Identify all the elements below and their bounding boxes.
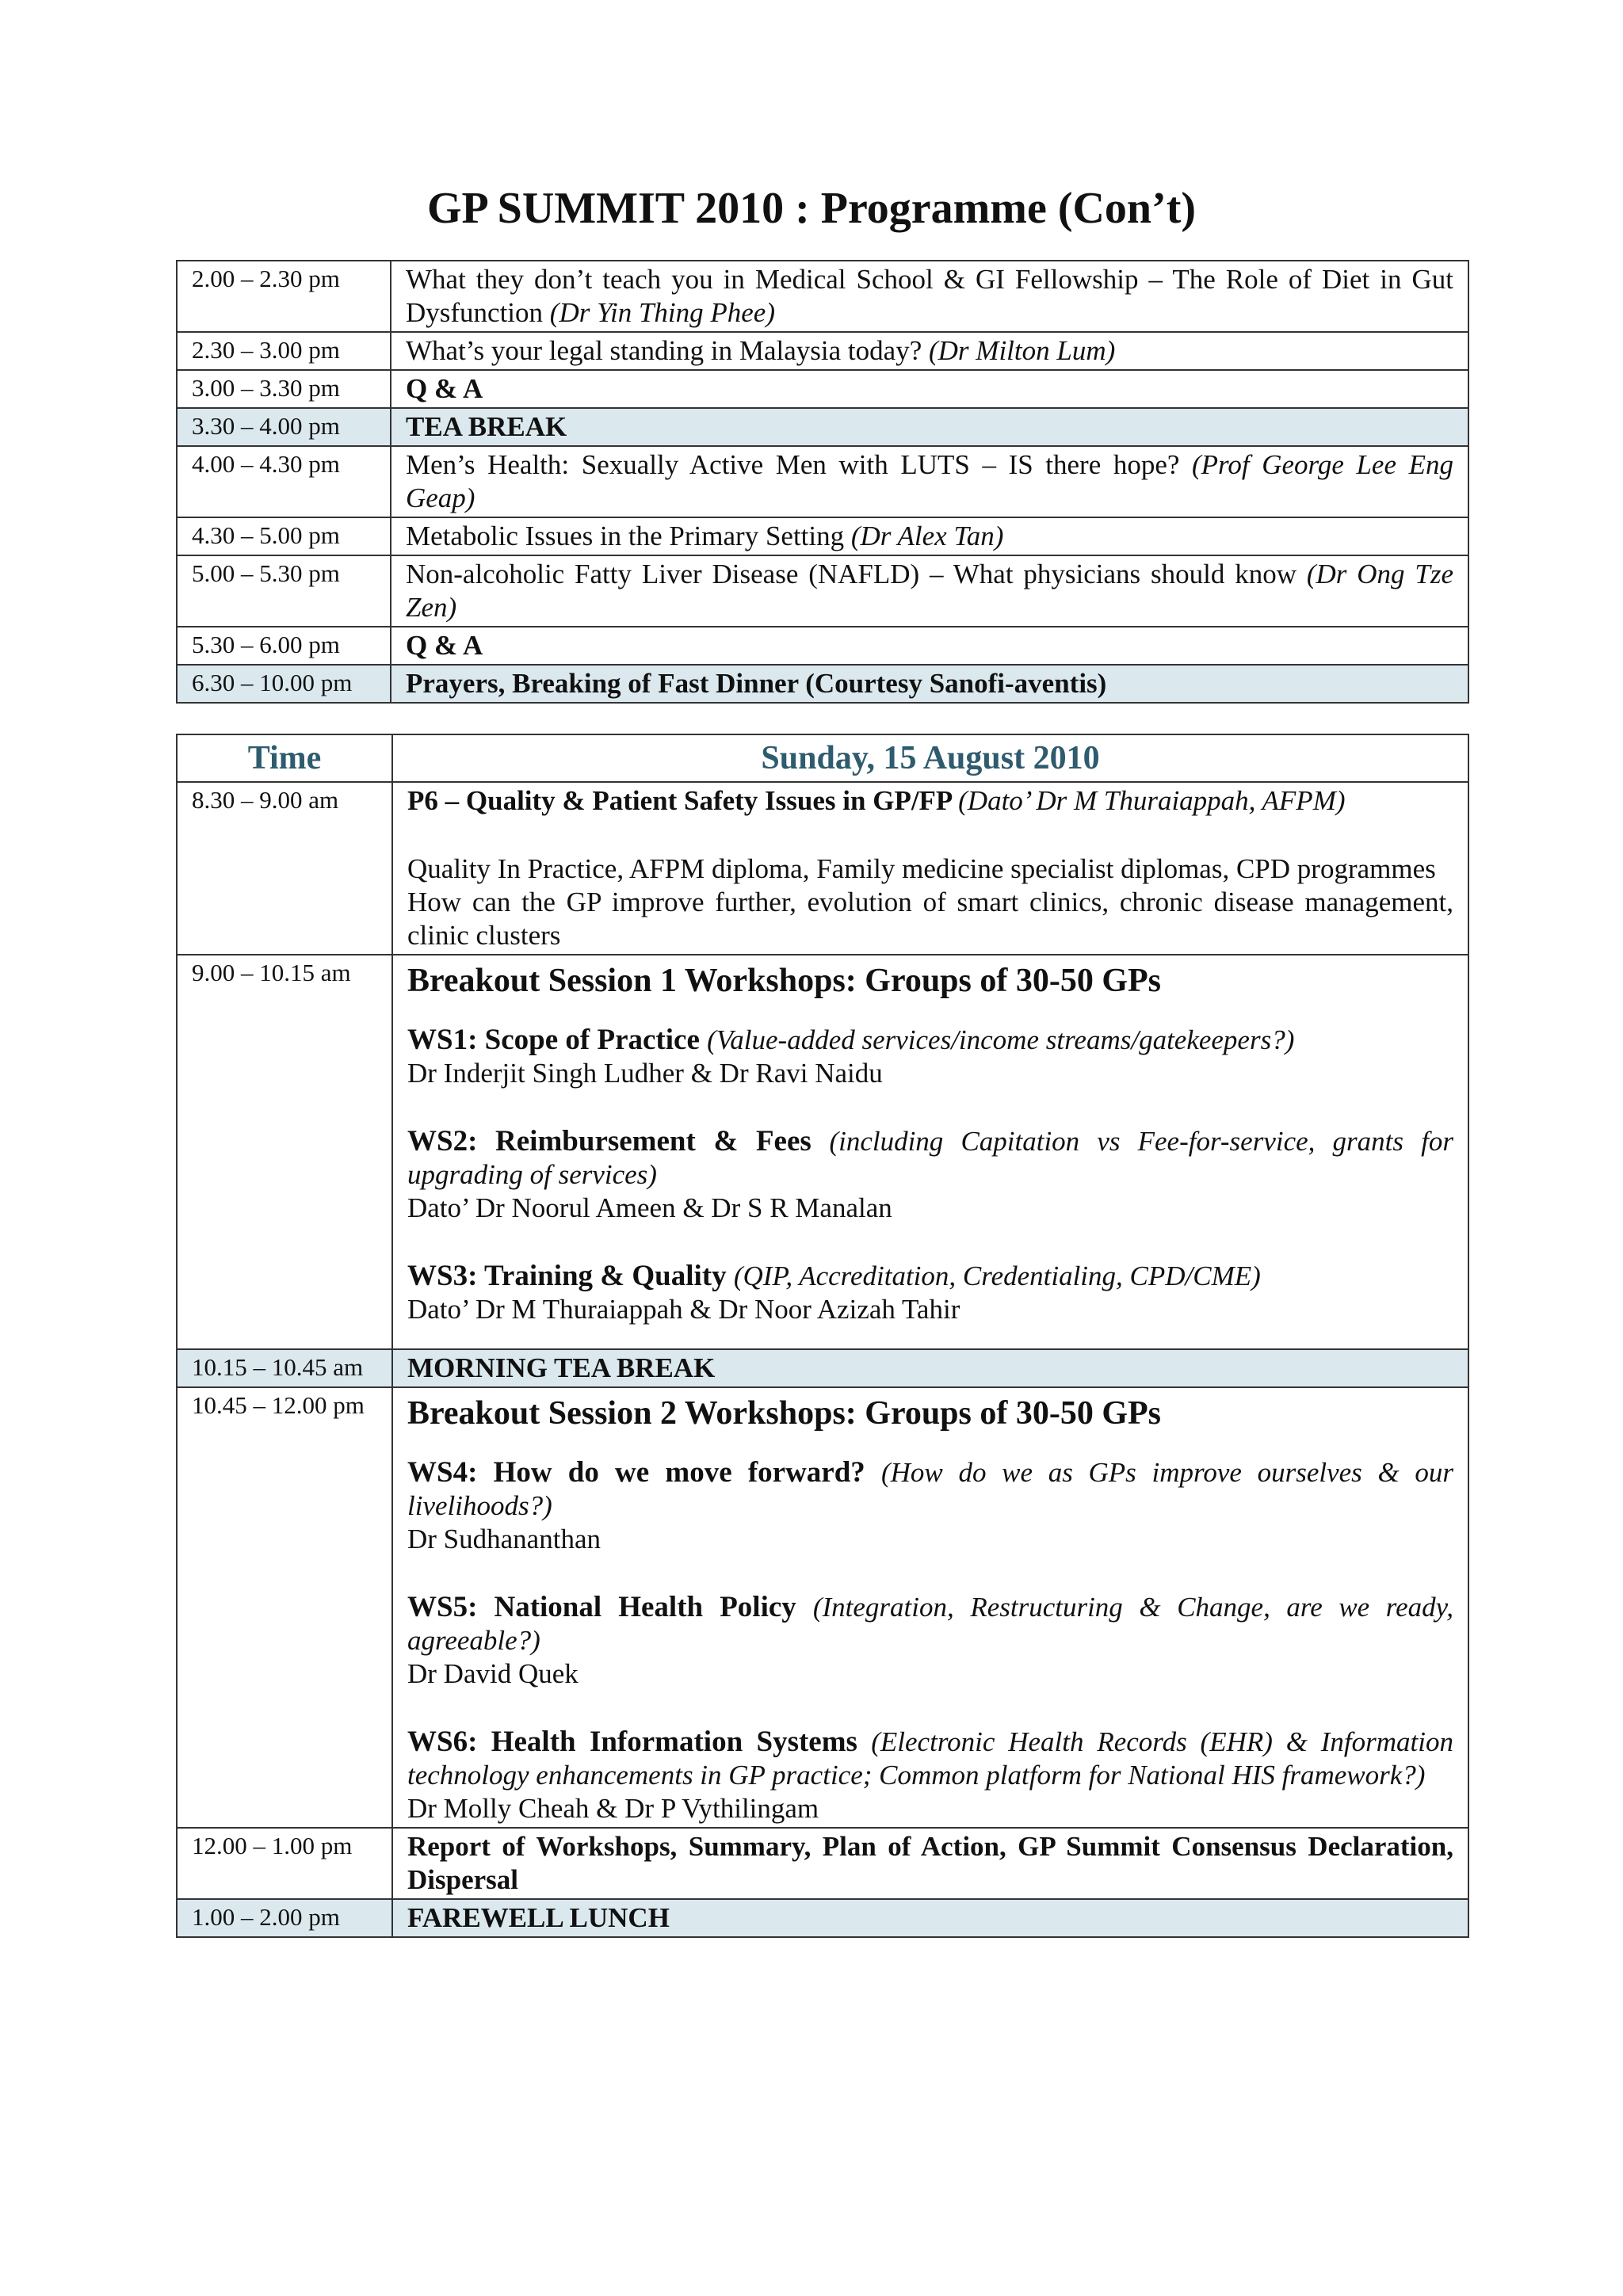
time-cell: 5.00 – 5.30 pm [177, 555, 391, 627]
table-row [177, 782, 1468, 955]
time-cell: 4.30 – 5.00 pm [177, 517, 391, 555]
workshop-item [407, 1591, 1453, 1657]
table-row [177, 261, 1468, 332]
workshop-title: WS6: Health Information Systems [407, 1726, 872, 1758]
time-cell: 2.30 – 3.00 pm [177, 332, 391, 370]
session-title: Non-alcoholic Fatty Liver Disease (NAFLD) – What physicians should know [406, 559, 1307, 589]
table-header-row [177, 734, 1468, 782]
table-row [177, 627, 1468, 665]
speaker: (Dr Alex Tan) [850, 521, 1004, 551]
session-detail: Quality In Practice, AFPM diploma, Family medicine specialist diplomas, CPD programmes [407, 853, 1436, 884]
workshop-item [407, 1260, 1453, 1293]
session-cell: MORNING TEA BREAK [392, 1349, 1468, 1387]
workshop-note: (Value-added services/income streams/gatekeepers?) [707, 1024, 1295, 1055]
time-cell: 3.00 – 3.30 pm [177, 370, 391, 408]
breakout-heading: Breakout Session 1 Workshops: Groups of 30-50 GPs [407, 963, 1162, 999]
breakout-heading: Breakout Session 2 Workshops: Groups of 30-50 GPs [407, 1395, 1162, 1432]
workshop-item [407, 1456, 1453, 1523]
session-cell [391, 555, 1468, 627]
workshop-item [407, 1125, 1453, 1192]
workshop-title: WS4: How do we move forward? [407, 1456, 881, 1489]
time-cell: 10.15 – 10.45 am [177, 1349, 392, 1387]
page-title: GP SUMMIT 2010 : Programme (Con’t) [427, 184, 1196, 233]
table-row [177, 955, 1468, 1349]
time-cell: 4.00 – 4.30 pm [177, 446, 391, 517]
table-row [177, 446, 1468, 517]
sunday-schedule-table [176, 734, 1469, 1938]
time-cell: 1.00 – 2.00 pm [177, 1899, 392, 1937]
table-row [177, 1387, 1468, 1828]
session-title: P6 – Quality & Patient Safety Issues in GP/FP [407, 785, 959, 816]
time-cell: 5.30 – 6.00 pm [177, 627, 391, 665]
speaker: (Dr Milton Lum) [928, 335, 1116, 366]
table-row [177, 370, 1468, 408]
afternoon-schedule-table [176, 260, 1469, 704]
session-cell: Prayers, Breaking of Fast Dinner (Courtesy Sanofi-aventis) [391, 665, 1468, 703]
table-row [177, 332, 1468, 370]
workshop-facilitators: Dr David Quek [407, 1658, 579, 1689]
session-cell [391, 517, 1468, 555]
workshop-facilitators: Dr Sudhananthan [407, 1524, 601, 1554]
table-row-highlight [177, 665, 1468, 703]
workshop-title: WS3: Training & Quality [407, 1260, 734, 1292]
workshop-item [407, 1726, 1453, 1792]
workshop-facilitators: Dr Inderjit Singh Ludher & Dr Ravi Naidu [407, 1058, 883, 1089]
time-cell: 9.00 – 10.15 am [177, 955, 392, 1349]
speaker: (Dato’ Dr M Thuraiappah, AFPM) [958, 785, 1346, 816]
session-cell: TEA BREAK [391, 408, 1468, 446]
session-cell [392, 955, 1468, 1349]
session-detail: How can the GP improve further, evolution of smart clinics, chronic disease management, clinic clusters [407, 887, 1453, 951]
table-row [177, 555, 1468, 627]
table-row-highlight [177, 1899, 1468, 1937]
session-title: What’s your legal standing in Malaysia today? [406, 335, 929, 366]
workshop-note: (Electronic Health Records (EHR) & Information technology enhancements in GP practice; Common platform for National HIS framework?) [407, 1726, 1453, 1791]
session-cell: Q & A [391, 370, 1468, 408]
session-cell: Q & A [391, 627, 1468, 665]
time-cell: 8.30 – 9.00 am [177, 782, 392, 955]
time-cell: 2.00 – 2.30 pm [177, 261, 391, 332]
speaker: (Dr Ong Tze Zen) [406, 559, 1453, 623]
workshop-facilitators: Dato’ Dr M Thuraiappah & Dr Noor Azizah Tahir [407, 1294, 960, 1325]
time-cell: 10.45 – 12.00 pm [177, 1387, 392, 1828]
workshop-note: (Integration, Restructuring & Change, are we ready, agreeable?) [407, 1592, 1453, 1656]
day-header: Sunday, 15 August 2010 [392, 734, 1468, 782]
speaker: (Dr Yin Thing Phee) [549, 297, 775, 328]
session-cell [392, 1387, 1468, 1828]
workshop-title: WS2: Reimbursement & Fees [407, 1125, 830, 1158]
workshop-title: WS5: National Health Policy [407, 1591, 813, 1623]
table-row-highlight [177, 408, 1468, 446]
session-cell [391, 446, 1468, 517]
time-cell: 6.30 – 10.00 pm [177, 665, 391, 703]
time-cell: 12.00 – 1.00 pm [177, 1828, 392, 1899]
session-cell [392, 782, 1468, 955]
session-title: What they don’t teach you in Medical School & GI Fellowship – The Role of Diet in Gut Dysfunction [406, 264, 1453, 328]
session-cell [391, 261, 1468, 332]
session-cell: FAREWELL LUNCH [392, 1899, 1468, 1937]
workshop-facilitators: Dato’ Dr Noorul Ameen & Dr S R Manalan [407, 1192, 892, 1223]
session-cell: Report of Workshops, Summary, Plan of Action, GP Summit Consensus Declaration, Dispersal [392, 1828, 1468, 1899]
table-row [177, 517, 1468, 555]
workshop-note: (including Capitation vs Fee-for-service, grants for upgrading of services) [407, 1126, 1453, 1190]
workshop-facilitators: Dr Molly Cheah & Dr P Vythilingam [407, 1793, 819, 1824]
speaker: (Prof George Lee Eng Geap) [406, 449, 1453, 513]
workshop-item [407, 1024, 1453, 1057]
workshop-title: WS1: Scope of Practice [407, 1024, 708, 1056]
table-row [177, 1828, 1468, 1899]
workshop-note: (How do we as GPs improve ourselves & our livelihoods?) [407, 1457, 1453, 1521]
session-cell [391, 332, 1468, 370]
time-header: Time [177, 734, 392, 782]
table-row-highlight [177, 1349, 1468, 1387]
session-title: Men’s Health: Sexually Active Men with LUTS – IS there hope? [406, 449, 1193, 480]
workshop-note: (QIP, Accreditation, Credentialing, CPD/CME) [733, 1261, 1261, 1291]
session-title: Metabolic Issues in the Primary Setting [406, 521, 851, 551]
time-cell: 3.30 – 4.00 pm [177, 408, 391, 446]
